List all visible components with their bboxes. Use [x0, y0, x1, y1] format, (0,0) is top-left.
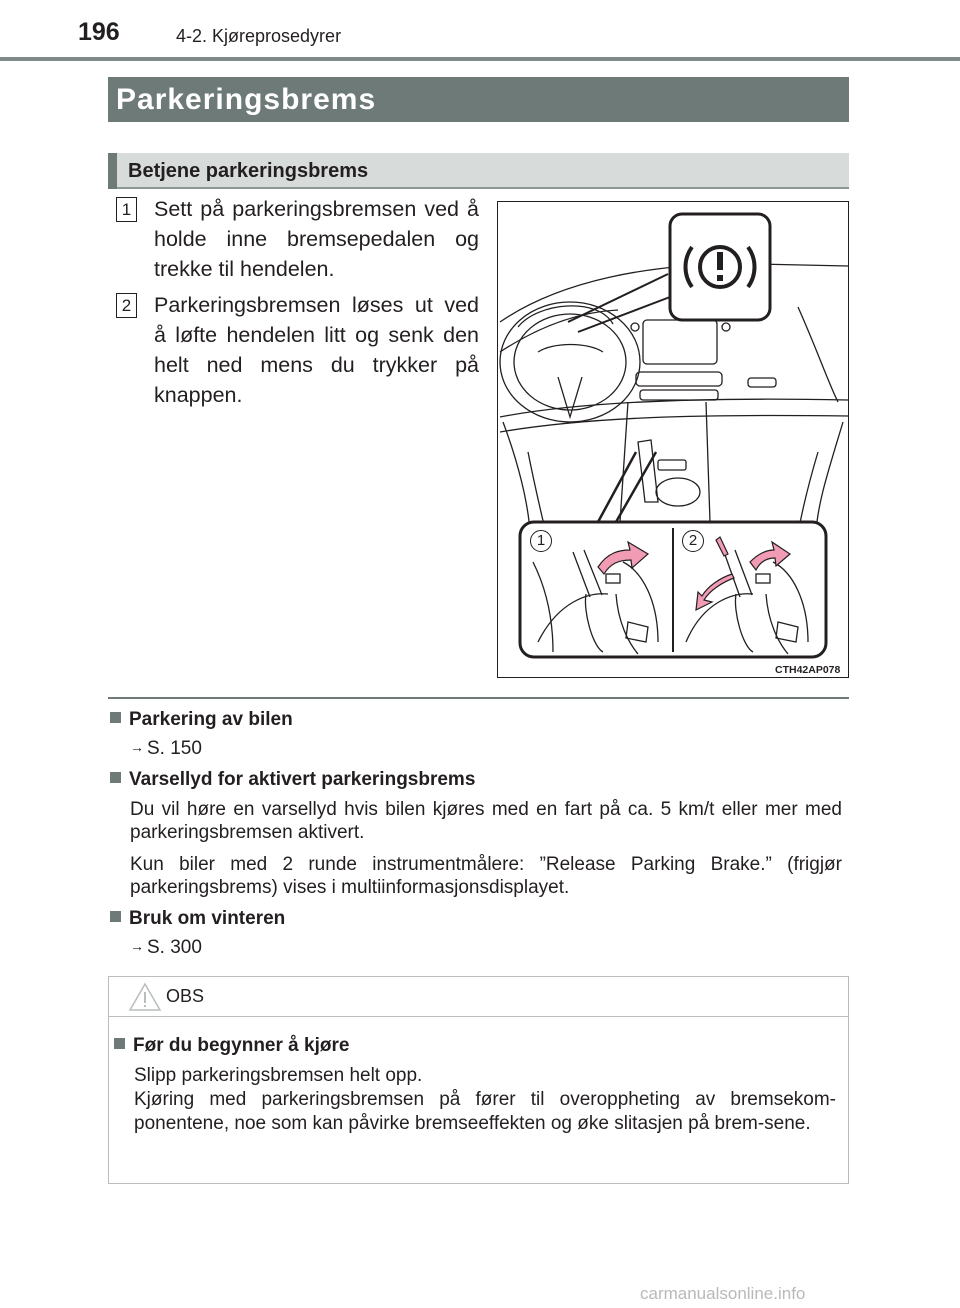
arrow-right-icon: → [130, 739, 144, 755]
dashboard-drawing [498, 202, 848, 677]
page-number: 196 [78, 18, 120, 46]
reference-link-parking[interactable]: → S. 150 [130, 738, 202, 759]
subheading-accent [108, 153, 117, 189]
notice-divider [108, 1016, 849, 1017]
step-number-1: 1 [116, 197, 137, 222]
warning-triangle-icon [128, 982, 162, 1012]
callout-2: 2 [682, 530, 704, 552]
warning-sound-paragraph-2: Kun biler med 2 runde instrumentmålere: ”Release Parking Brake.” (frigjør parkeringsbrems) vises i multiinformasjonsdisplayet. [130, 854, 842, 898]
info-heading-winter: Bruk om vinteren [110, 908, 285, 930]
info-heading-warning-sound: Varsellyd for aktivert parkeringsbrems [110, 769, 475, 791]
notice-paragraph-1: Slipp parkeringsbremsen helt opp. [134, 1065, 423, 1086]
callout-1: 1 [530, 530, 552, 552]
warning-sound-paragraph-1: Du vil høre en varsellyd hvis bilen kjøres med en fart på ca. 5 km/t eller mer med parkeringsbremsen aktivert. [130, 799, 842, 843]
notice-label: OBS [166, 986, 205, 1006]
step-text-1: Sett på parkeringsbremsen ved å holde inne bremsepedalen og trekke til hendelen. [154, 197, 479, 281]
square-bullet-icon [114, 1038, 125, 1049]
section-reference: 4-2. Kjøreprosedyrer [176, 26, 342, 46]
figure-code: CTH42AP078 [775, 664, 841, 676]
info-heading-parking: Parkering av bilen [110, 709, 293, 731]
parking-brake-illustration [497, 201, 849, 678]
subheading: Betjene parkeringsbrems [128, 160, 369, 182]
notice-heading: Før du begynner å kjøre [114, 1035, 349, 1057]
header-rule [0, 57, 960, 61]
notice-paragraph-2: Kjøring med parkeringsbremsen på fører til overoppheting av bremsekom-ponentene, noe som kan påvirke bremseeffekten og øke slitasjen på brem-sene. [134, 1089, 836, 1134]
square-bullet-icon [110, 911, 121, 922]
reference-link-winter[interactable]: → S. 300 [130, 937, 202, 958]
step-number-2: 2 [116, 293, 137, 318]
page-title: Parkeringsbrems [108, 77, 849, 122]
watermark: carmanualsonline.info [640, 1284, 806, 1303]
step-text-2: Parkeringsbremsen løses ut ved å løfte hendelen litt og senk den helt ned mens du trykker på knappen. [154, 293, 479, 407]
square-bullet-icon [110, 772, 121, 783]
square-bullet-icon [110, 712, 121, 723]
section-divider [108, 697, 849, 699]
arrow-right-icon: → [130, 938, 144, 954]
